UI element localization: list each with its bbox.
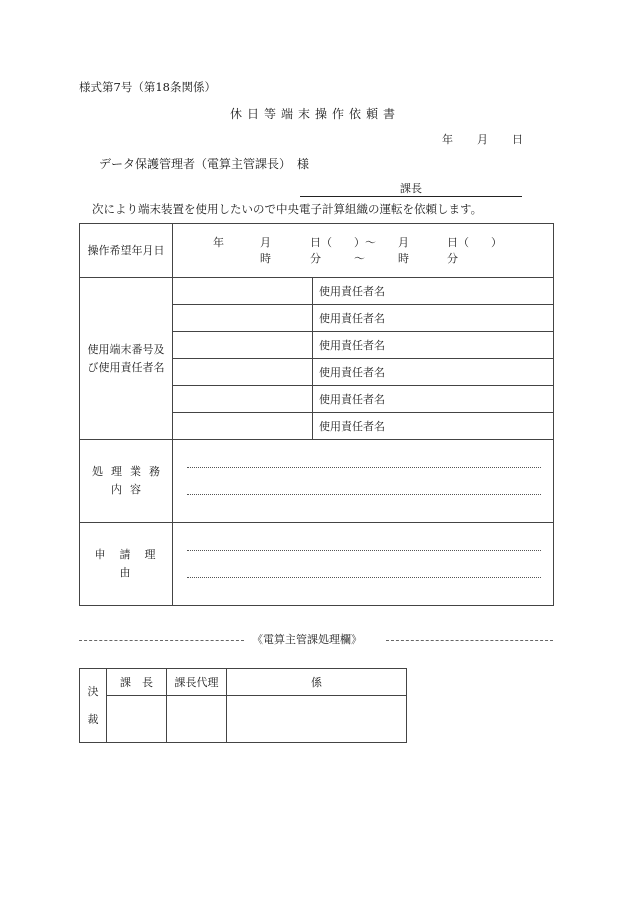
dt-minute2: 分 (447, 252, 458, 265)
dotted-line (187, 494, 541, 495)
terminal-number-cell[interactable] (173, 359, 313, 386)
terminal-label (80, 278, 173, 440)
datetime-cell[interactable] (173, 224, 554, 278)
terminal-number-cell[interactable] (173, 278, 313, 305)
manager-name-cell[interactable]: 使用責任者名 (313, 359, 554, 386)
approval-header-row (80, 669, 407, 696)
approval-table (79, 668, 407, 743)
decision-label (80, 669, 107, 743)
processing-section-label: 《電算主管課処理欄》 (252, 633, 362, 646)
date-year: 年 (442, 133, 453, 146)
divider-line-right (386, 640, 553, 641)
reason-row (80, 523, 554, 606)
reason-field[interactable] (173, 523, 554, 606)
reason-label: 申請理由 (80, 523, 173, 606)
dt-hour: 時 (260, 252, 271, 265)
dt-minute: 分 (310, 252, 321, 265)
dotted-line (187, 550, 541, 551)
dt-hour2: 時 (398, 252, 409, 265)
date-day: 日 (512, 133, 523, 146)
dt-month2: 月 (398, 236, 409, 249)
manager-name-cell[interactable]: 使用責任者名 (313, 305, 554, 332)
form-number: 様式第7号（第18条関係） (79, 80, 216, 94)
dt-day: 日（ ）～ (310, 236, 376, 249)
manager-name-cell[interactable]: 使用責任者名 (313, 386, 554, 413)
date-month: 月 (477, 133, 488, 146)
dt-tilde: ～ (354, 252, 365, 265)
divider-line-left (79, 640, 244, 641)
manager-name-cell[interactable]: 使用責任者名 (313, 278, 554, 305)
terminal-number-cell[interactable] (173, 332, 313, 359)
terminal-number-cell[interactable] (173, 305, 313, 332)
dt-year: 年 (213, 236, 224, 249)
staff-stamp-cell[interactable] (227, 696, 407, 743)
terminal-number-cell[interactable] (173, 413, 313, 440)
dt-day2: 日（ ） (447, 236, 502, 249)
dotted-line (187, 467, 541, 468)
work-content-field[interactable] (173, 440, 554, 523)
request-table (79, 223, 554, 606)
intro-text: 次により端末装置を使用したいので中央電子計算組織の運転を依頼します。 (92, 202, 483, 216)
work-content-row (80, 440, 554, 523)
deputy-stamp-cell[interactable] (167, 696, 227, 743)
datetime-row (80, 224, 554, 278)
chief-stamp-cell[interactable] (107, 696, 167, 743)
manager-name-cell[interactable]: 使用責任者名 (313, 413, 554, 440)
terminal-number-cell[interactable] (173, 386, 313, 413)
deputy-header: 課長代理 (167, 669, 227, 696)
desired-datetime-label: 操作希望年月日 (80, 224, 173, 278)
approval-stamp-row (80, 696, 407, 743)
dotted-line (187, 577, 541, 578)
staff-header: 係 (227, 669, 407, 696)
terminal-label-line1: 使用端末番号及 (87, 342, 165, 356)
terminal-row (80, 278, 554, 305)
work-content-label: 処理業務内容 (80, 440, 173, 523)
section-chief-line: 課長 (300, 183, 522, 197)
terminal-label-line2: び使用責任者名 (87, 360, 165, 374)
dt-month: 月 (260, 236, 271, 249)
manager-name-cell[interactable]: 使用責任者名 (313, 332, 554, 359)
decision-char1: 決 (87, 684, 99, 698)
addressee: データ保護管理者（電算主管課長） 様 (99, 157, 310, 171)
decision-char2: 裁 (87, 712, 99, 726)
document-title: 休日等端末操作依頼書 (229, 107, 400, 121)
chief-header: 課 長 (107, 669, 167, 696)
